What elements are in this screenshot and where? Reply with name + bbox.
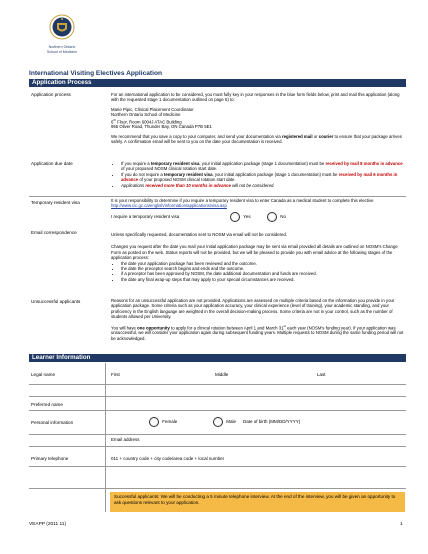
section-heading-learner-information: Learner Information xyxy=(29,354,406,362)
first-name-field[interactable]: First xyxy=(111,372,120,377)
due-date-visa-required: • If you require a temporary resident visa, your initial application package (stage 1 documentation) must be received by mail 8 months in advance of your proposed NOSM clinical rotation start date. xyxy=(121,161,405,172)
label-unsuccessful-applicants: Unsuccessful applicants xyxy=(31,299,81,304)
crest-icon xyxy=(49,14,75,44)
mailing-address-line1: Marie Pipic, Clinical Placement Coordinator xyxy=(111,106,194,112)
label-preferred-name: Preferred name xyxy=(31,402,63,407)
mailing-address-line4: 955 Oliver Road, Thunder Bay, ON Canada P7B 5E1 xyxy=(111,124,212,130)
label-email-correspondence: Email correspondence xyxy=(31,230,77,235)
preferred-name-field[interactable] xyxy=(111,399,405,409)
visa-yes-option[interactable]: Yes xyxy=(230,212,251,222)
interview-notice: Successful applicants: We will be conducting a 5 minute telephone interview. At the end of the interview, you will be given an opportunity to ask questions relevant to your application. xyxy=(110,492,405,512)
nosm-logo xyxy=(42,14,82,54)
mailing-address-line2: Northern Ontario School of Medicine xyxy=(111,112,181,118)
application-process-instructions: For an international application to be considered, you must fully key in your responses in the blue form fields below, print and mail this application (along with the requested stage 1 documentation outlined on page 6) to: xyxy=(111,92,400,103)
middle-name-field[interactable]: Middle xyxy=(215,372,229,377)
female-radio[interactable] xyxy=(149,417,159,427)
male-radio[interactable] xyxy=(213,417,223,427)
section-heading-application-process: Application Process xyxy=(29,79,406,87)
email-stage-1: • the date your application package has been reviewed and the outcome. xyxy=(121,261,405,266)
unsuccessful-criteria: Reasons for an unsuccessful application are not provided. Applications are assessed on multiple criteria based on the information you provide in your application package. Some criteria such as your application accuracy, your clinical experience (level of training), your academic standing, and your proficiency in the English language are weighted in the overall decision-making process. Some criteria are not in your control, such as the number of students allowed per University. xyxy=(111,298,395,320)
mailing-recommendation: We recommend that you save a copy to your computer, and send your documentation via registered mail or courier to ensure that your package arrives safely. A confirmation email will be sent to you on the date your documentation is received. xyxy=(111,133,402,145)
date-of-birth-field[interactable]: Date of birth (MM/DD/YYYY) xyxy=(243,419,301,424)
label-temporary-resident-visa: Temporary resident visa xyxy=(31,200,80,205)
logo-text-line1: Northern Ontario xyxy=(48,45,76,49)
label-personal-information: Personal information xyxy=(31,420,74,425)
primary-telephone-field[interactable]: 011 + country code + city code/area code + local number xyxy=(111,456,225,461)
application-process-text xyxy=(111,92,405,145)
male-option[interactable]: Male xyxy=(213,417,236,427)
divider xyxy=(29,196,406,197)
unsuccessful-text xyxy=(111,298,405,341)
female-option[interactable]: Female xyxy=(149,417,177,427)
visa-no-radio[interactable] xyxy=(267,212,277,222)
visa-text: It is your responsibility to determine if you require a temporary resident visa to enter Canada as a medical student to complete this elective http://www.cic.gc.ca/english/information/applications/visa.asp xyxy=(111,198,374,209)
last-name-field[interactable]: Last xyxy=(317,372,326,377)
visa-question: I require a temporary resident visa xyxy=(111,214,180,219)
visa-no-option[interactable]: No xyxy=(267,212,286,222)
unsuccessful-opportunity: You will have one opportunity to apply for a clinical rotation between April 1 and March 31st each year (NOSM's funding year). If your application was unsuccessful, we will consider your application again during subsequent funding years. Multiple requests to NOSM during the same funding period will not be acknowledged. xyxy=(111,323,404,341)
mailing-address-line3: 6th Floor, Room 6004J ATAC Building xyxy=(111,117,182,125)
visa-info-link[interactable]: http://www.cic.gc.ca/english/information/applications/visa.asp xyxy=(111,203,227,209)
logo-text-line2: School of Medicine xyxy=(46,50,78,54)
email-stage-3: • if a preceptor has been approved by NOSM, the date additional documentation and funds are received. xyxy=(121,271,405,276)
label-primary-telephone: Primary telephone xyxy=(31,456,69,461)
email-text xyxy=(111,232,405,282)
label-legal-name: Legal name xyxy=(31,372,56,377)
page-number: 1 xyxy=(400,522,403,527)
email-note: Unless specifically requested, documentation sent to NOSM via email will not be considered. xyxy=(111,232,288,237)
visa-yes-radio[interactable] xyxy=(230,212,240,222)
label-application-process: Application process xyxy=(31,92,71,97)
due-date-list xyxy=(111,161,405,188)
due-date-no-visa: • If you do not require a temporary resident visa, your initial application package (stage 1 documentation) must be received by mail 6 months in advance of your proposed NOSM clinical rotation start date. xyxy=(121,172,405,183)
email-address-field[interactable]: Email address xyxy=(111,437,140,442)
label-application-due-date: Application due date xyxy=(31,161,73,166)
email-stage-2: • the date the preceptor search begins and ends and the outcome. xyxy=(121,266,405,271)
form-code: VEAPP (2011 11) xyxy=(29,522,67,527)
due-date-too-early: • Applications received more than 10 months in advance will not be considered. xyxy=(121,183,405,188)
document-title: International Visiting Electives Application xyxy=(29,70,163,77)
email-stage-4: • the date any final wrap-up steps that may apply to your special circumstances are received. xyxy=(121,277,405,282)
email-changes: Changes you request after the date you mail your initial application package may be sent via email provided all details are outlined on NOSM's Change Form as posted on the web. Status reports will not be provided, but we will be pleased to provide you with email advice at the following stages of the application process: xyxy=(111,244,398,261)
